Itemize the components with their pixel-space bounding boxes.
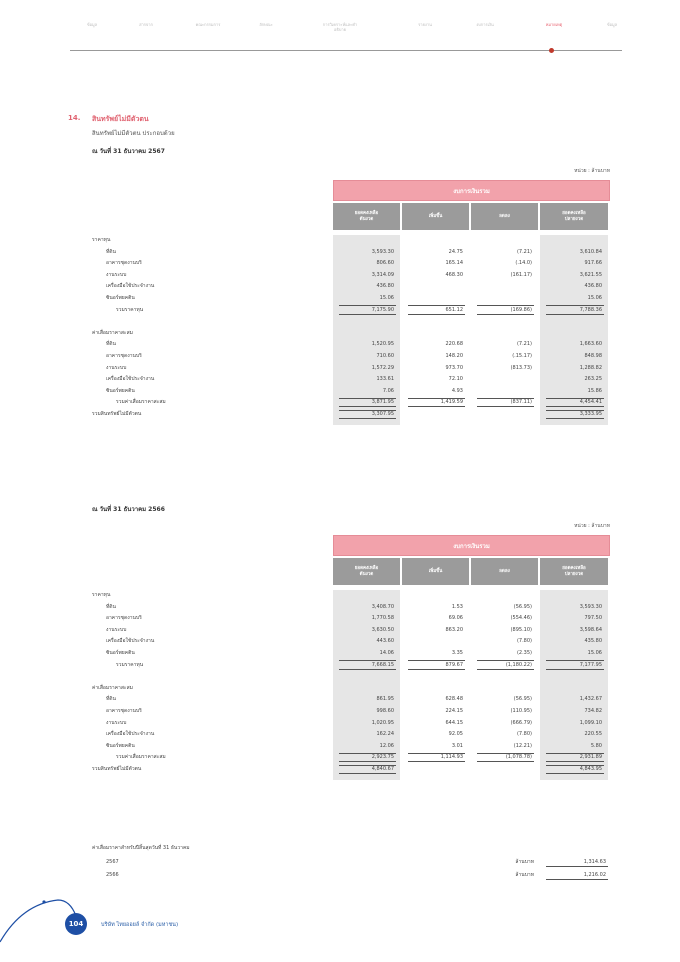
cell-value: 2,923.75 xyxy=(371,754,394,761)
total-rule-bottom xyxy=(339,406,396,407)
nav-item: ข้อมูล xyxy=(86,22,98,27)
row-label: อาคารชุดงานบริ xyxy=(106,615,142,622)
total-rule-top xyxy=(546,398,604,399)
row-label: งานระบบ xyxy=(106,626,127,633)
row-label: ซินอร์พยคติน xyxy=(106,650,135,656)
cell-value: 3,871.95 xyxy=(371,399,394,406)
depreciation-year: 2566 xyxy=(106,872,119,878)
column-header xyxy=(402,558,469,585)
cell-value: 1,114.93 xyxy=(440,754,463,761)
cell-value: 1,432.67 xyxy=(579,696,602,703)
cell-value: 3.01 xyxy=(451,742,463,749)
cell-value: 3,621.55 xyxy=(579,271,602,278)
total-rule-top xyxy=(546,753,604,754)
cell-value: (2.35) xyxy=(516,650,532,656)
total-rule-top xyxy=(477,753,534,754)
row-label: ที่ดิน xyxy=(106,696,116,703)
cell-value: 3,408.70 xyxy=(371,603,394,610)
cell-value: 12.06 xyxy=(379,742,394,749)
nav-item: หมายเหตุ xyxy=(545,22,563,27)
cell-value: (837.11) xyxy=(510,399,532,406)
cell-value: 7,788.36 xyxy=(579,306,602,313)
depreciation-title: ค่าเสื่อมราคาสำหรับปีสิ้นสุดวันที่ 31 ธันวาคม xyxy=(92,845,190,851)
cell-value: 861.95 xyxy=(376,696,394,703)
cell-value: 3,307.95 xyxy=(371,411,394,417)
cell-value: 734.82 xyxy=(584,708,602,714)
cell-value: 1,520.95 xyxy=(371,341,394,348)
total-rule-bottom xyxy=(339,773,396,774)
cell-value: 7,177.95 xyxy=(579,661,602,668)
cell-value: (7.80) xyxy=(516,731,532,738)
cell-value: 1,020.95 xyxy=(371,719,394,726)
row-label: งานระบบ xyxy=(106,719,127,726)
row-label: อาคารชุดงานบริ xyxy=(106,708,142,714)
row-label: รวมราคาทุน xyxy=(116,661,144,668)
cell-value: 3.35 xyxy=(451,650,463,656)
cell-value: 1,288.82 xyxy=(579,364,602,371)
total-rule-top xyxy=(339,765,396,766)
total-rule-bottom xyxy=(477,669,534,670)
unit-label: หน่วย : ล้านบาท xyxy=(574,168,610,174)
cell-value: 436.80 xyxy=(376,283,394,290)
row-label: ค่าเสื่อมราคาสะสม xyxy=(92,684,133,691)
total-rule-top xyxy=(339,753,396,754)
cell-value: 436.80 xyxy=(584,283,602,290)
cell-value: 443.60 xyxy=(376,638,394,645)
cell-value: 3,593.30 xyxy=(579,603,602,610)
column-header-line: ยอดคงเหลือ xyxy=(354,565,379,571)
cell-value: 3,333.95 xyxy=(579,411,602,417)
total-rule-top xyxy=(408,753,465,754)
section-title: สินทรัพย์ไม่มีตัวตน xyxy=(92,115,149,123)
cell-value: 973.70 xyxy=(445,364,463,371)
table-date-heading: ณ วันที่ 31 ธันวาคม 2566 xyxy=(92,506,165,513)
cell-value: (1,078.78) xyxy=(505,754,532,761)
column-header xyxy=(471,558,538,585)
row-label: เครื่องมือใช้ประจำงาน xyxy=(106,283,155,290)
row-label: รวมสินทรัพย์ไม่มีตัวตน xyxy=(92,411,142,417)
cell-value: (895.10) xyxy=(510,626,532,633)
total-rule-bottom xyxy=(339,669,396,670)
unit-label: หน่วย : ล้านบาท xyxy=(574,523,610,529)
cell-value: 15.06 xyxy=(587,650,602,656)
cell-value: 92.05 xyxy=(448,731,463,738)
row-label: รวมค่าเสื่อมราคาสะสม xyxy=(116,399,166,406)
total-rule-bottom xyxy=(546,418,604,419)
footer-company-name: บริษัท ไทยออยล์ จำกัด (มหาชน) xyxy=(101,922,179,928)
cell-value: 7,175.90 xyxy=(371,306,394,313)
nav-item: รายงาน xyxy=(418,22,432,27)
cell-value: 7.06 xyxy=(382,387,394,394)
cell-value: 220.68 xyxy=(445,341,463,348)
cell-value: (7.21) xyxy=(516,341,532,348)
cell-value: 1,663.60 xyxy=(579,341,602,348)
page-number-badge: 104 xyxy=(65,913,87,935)
total-rule-top xyxy=(546,765,604,766)
cell-value: 435.80 xyxy=(584,638,602,645)
cell-value: 468.30 xyxy=(445,271,463,278)
total-rule-top xyxy=(339,398,396,399)
cell-value: (161.17) xyxy=(510,271,532,278)
total-rule-bottom xyxy=(339,761,396,762)
total-rule-bottom xyxy=(408,761,465,762)
total-rule-top xyxy=(546,660,604,661)
column-header-line: ต้นงวด xyxy=(359,571,374,577)
total-rule-bottom xyxy=(477,406,534,407)
total-rule-top xyxy=(546,305,604,306)
nav-item: ข้อมูล xyxy=(606,22,618,27)
top-navigation xyxy=(70,20,622,50)
total-rule-bottom xyxy=(546,669,604,670)
total-rule-top xyxy=(477,305,534,306)
cell-value: (7.80) xyxy=(516,638,532,645)
depreciation-value: 1,314.63 xyxy=(583,859,606,865)
row-label: งานระบบ xyxy=(106,364,127,371)
depreciation-unit: ล้านบาท xyxy=(515,872,534,878)
total-rule-top xyxy=(339,660,396,661)
depreciation-value: 1,216.02 xyxy=(583,872,606,878)
row-label: อาคารชุดงานบริ xyxy=(106,353,142,359)
cell-value: (666.79) xyxy=(510,719,532,726)
cell-value: 848.98 xyxy=(584,353,602,359)
cell-value: 4,843.95 xyxy=(579,766,602,772)
cell-value: 1,770.58 xyxy=(371,615,394,622)
cell-value: 863.20 xyxy=(445,626,463,633)
cell-value: 14.06 xyxy=(379,650,394,656)
total-rule-top xyxy=(339,305,396,306)
cell-value: 72.10 xyxy=(448,376,463,383)
cell-value: 710.60 xyxy=(376,353,394,359)
cell-value: 1.53 xyxy=(451,603,463,610)
depreciation-rule xyxy=(546,879,608,880)
column-header-line: เพิ่มขึ้น xyxy=(428,568,443,574)
cell-value: (554.46) xyxy=(510,615,532,622)
column-header-line: ยอดคงเหลือ xyxy=(354,210,379,216)
row-label: ที่ดิน xyxy=(106,341,116,348)
cell-value: (56.95) xyxy=(513,603,532,610)
cell-value: (56.95) xyxy=(513,696,532,703)
column-header-line: ต้นงวด xyxy=(359,216,374,222)
total-rule-bottom xyxy=(477,314,534,315)
cell-value: 998.60 xyxy=(376,708,394,714)
row-label: รวมสินทรัพย์ไม่มีตัวตน xyxy=(92,766,142,772)
cell-value: 806.60 xyxy=(376,260,394,267)
cell-value: 3,314.09 xyxy=(371,271,394,278)
section-subtitle: สินทรัพย์ไม่มีตัวตน ประกอบด้วย xyxy=(92,130,175,137)
total-rule-top xyxy=(408,398,465,399)
cell-value: 917.66 xyxy=(584,260,602,267)
cell-value: 15.06 xyxy=(587,295,602,301)
column-header-line: ปลายงวด xyxy=(564,216,584,222)
cell-value: 69.06 xyxy=(448,615,463,622)
total-rule-bottom xyxy=(477,761,534,762)
cell-value: 4,454.41 xyxy=(579,399,602,406)
depreciation-year: 2567 xyxy=(106,859,119,865)
total-rule-top xyxy=(477,660,534,661)
total-rule-bottom xyxy=(408,406,465,407)
nav-item: คณะกรรมการ xyxy=(195,22,221,27)
row-label: งานระบบ xyxy=(106,271,127,278)
cell-value: 879.67 xyxy=(445,661,463,668)
depreciation-rule xyxy=(546,866,608,867)
total-rule-bottom xyxy=(339,314,396,315)
total-rule-top xyxy=(339,410,396,411)
row-label: ซินอร์พยคติน xyxy=(106,387,135,394)
row-label: ที่ดิน xyxy=(106,248,116,255)
cell-value: (7.21) xyxy=(516,248,532,255)
cell-value: 2,931.89 xyxy=(579,754,602,761)
cell-value: 628.48 xyxy=(445,696,463,703)
total-rule-top xyxy=(477,398,534,399)
total-rule-top xyxy=(408,305,465,306)
row-label: อาคารชุดงานบริ xyxy=(106,260,142,267)
column-header-line: ยอดคงเหลือ xyxy=(562,210,586,216)
cell-value: 1,099.10 xyxy=(579,719,602,726)
depreciation-unit: ล้านบาท xyxy=(515,859,534,865)
row-label: ซินอร์พยคติน xyxy=(106,295,135,301)
nav-item: งบการเงิน xyxy=(476,22,494,27)
cell-value: 797.50 xyxy=(584,615,602,622)
nav-position-marker xyxy=(549,48,554,53)
cell-value: 148.20 xyxy=(445,353,463,359)
row-label: รวมค่าเสื่อมราคาสะสม xyxy=(116,754,166,761)
column-header xyxy=(471,203,538,230)
column-header xyxy=(540,558,608,585)
cell-value: 1,419.59 xyxy=(440,399,463,406)
cell-value: (110.95) xyxy=(510,708,532,714)
cell-value: 24.75 xyxy=(448,248,463,255)
cell-value: 1,572.29 xyxy=(371,364,394,371)
cell-value: (.15.17) xyxy=(512,353,532,359)
total-rule-bottom xyxy=(408,314,465,315)
cell-value: (12.21) xyxy=(513,742,532,749)
cell-value: 133.61 xyxy=(376,376,394,383)
column-header xyxy=(402,203,469,230)
column-header-line: เพิ่มขึ้น xyxy=(428,213,443,219)
cell-value: 651.12 xyxy=(445,306,463,313)
cell-value: 15.06 xyxy=(379,295,394,301)
row-label: ราคาทุน xyxy=(92,592,111,598)
row-label: รวมราคาทุน xyxy=(116,306,144,313)
cell-value: 224.15 xyxy=(445,708,463,714)
column-header xyxy=(333,203,400,230)
column-header xyxy=(333,558,400,585)
column-header-line: ลดลง xyxy=(499,568,510,574)
cell-value: (.14.0) xyxy=(515,260,532,267)
cell-value: (1,180.22) xyxy=(505,661,532,668)
row-label: ราคาทุน xyxy=(92,237,111,243)
section-number: 14. xyxy=(68,114,81,122)
total-rule-bottom xyxy=(546,406,604,407)
table-date-heading: ณ วันที่ 31 ธันวาคม 2567 xyxy=(92,148,165,155)
row-label: ค่าเสื่อมราคาสะสม xyxy=(92,329,133,336)
nav-item: สารจาก xyxy=(139,22,153,27)
cell-value: 3,598.64 xyxy=(579,626,602,633)
cell-value: (169.86) xyxy=(510,306,532,313)
cell-value: 644.15 xyxy=(445,719,463,726)
cell-value: 15.86 xyxy=(587,387,602,394)
total-rule-top xyxy=(408,660,465,661)
row-label: เครื่องมือใช้ประจำงาน xyxy=(106,376,155,383)
total-rule-bottom xyxy=(408,669,465,670)
column-header-line: ยอดคงเหลือ xyxy=(562,565,586,571)
row-label: ซินอร์พยคติน xyxy=(106,742,135,749)
total-rule-top xyxy=(546,410,604,411)
nav-divider xyxy=(70,50,622,51)
column-header xyxy=(540,203,608,230)
cell-value: 5.80 xyxy=(590,742,602,749)
total-rule-bottom xyxy=(546,314,604,315)
row-label: ที่ดิน xyxy=(106,603,116,610)
cell-value: 7,668.15 xyxy=(371,661,394,668)
column-header-line: ปลายงวด xyxy=(564,571,584,577)
cell-value: 3,593.30 xyxy=(371,248,394,255)
row-label: เครื่องมือใช้ประจำงาน xyxy=(106,638,155,645)
consolidated-header-band: งบการเงินรวม xyxy=(333,535,610,556)
cell-value: 3,610.84 xyxy=(579,248,602,255)
nav-item: การวิเคราะห์และคำอธิบาย xyxy=(322,22,358,32)
nav-item: ลักษณะ xyxy=(259,22,273,27)
cell-value: 3,630.50 xyxy=(371,626,394,633)
total-rule-bottom xyxy=(546,773,604,774)
row-label: เครื่องมือใช้ประจำงาน xyxy=(106,731,155,738)
total-rule-bottom xyxy=(339,418,396,419)
cell-value: 165.14 xyxy=(445,260,463,267)
cell-value: 220.55 xyxy=(584,731,602,738)
cell-value: 263.25 xyxy=(584,376,602,383)
consolidated-header-band: งบการเงินรวม xyxy=(333,180,610,201)
cell-value: (813.73) xyxy=(510,364,532,371)
cell-value: 4.93 xyxy=(451,387,463,394)
cell-value: 162.24 xyxy=(376,731,394,738)
cell-value: 4,840.67 xyxy=(371,766,394,772)
total-rule-bottom xyxy=(546,761,604,762)
column-header-line: ลดลง xyxy=(499,213,510,219)
